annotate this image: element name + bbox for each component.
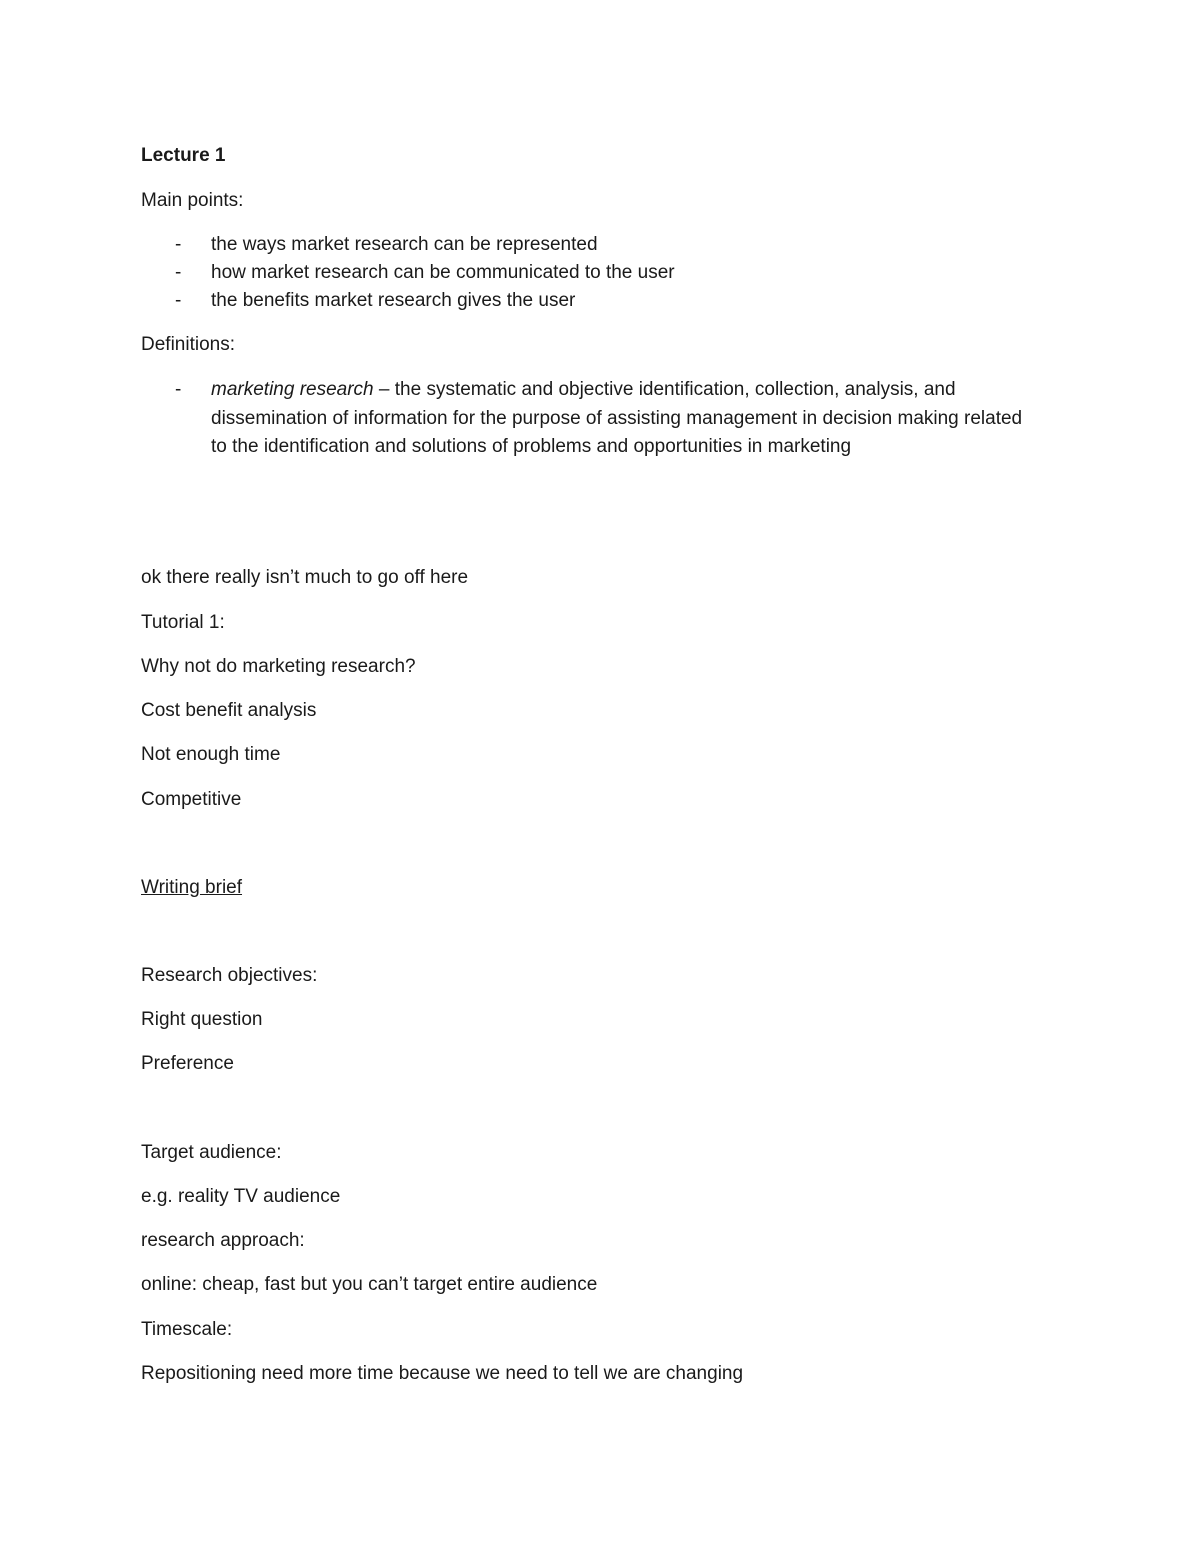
bullet-marker: -: [175, 234, 182, 255]
definitions-label: Definitions:: [141, 334, 235, 355]
list-item-text: the benefits market research gives the user: [211, 290, 576, 311]
audience-label: Target audience:: [141, 1142, 282, 1163]
timescale-detail: Repositioning need more time because we need to tell we are changing: [141, 1363, 744, 1384]
objectives-label: Research objectives:: [141, 965, 318, 986]
bullet-marker: -: [175, 262, 182, 283]
tutorial-title: Tutorial 1:: [141, 612, 225, 633]
definition-body: [211, 376, 1031, 462]
remark-text: ok there really isn’t much to go off here: [141, 567, 469, 588]
audience-example: e.g. reality TV audience: [141, 1186, 341, 1207]
reason-time: Not enough time: [141, 744, 281, 765]
list-item-text: the ways market research can be represented: [211, 234, 598, 255]
reason-cost-benefit: Cost benefit analysis: [141, 700, 317, 721]
approach-label: research approach:: [141, 1230, 305, 1251]
definition-text: the systematic and objective identification, collection, analysis, and dissemination of information for the purpose of assisting management in decision making related to the identification and solutions of problems and opportunities in marketing: [211, 379, 1023, 457]
list-item-text: how market research can be communicated to the user: [211, 262, 675, 283]
bullet-marker: -: [175, 290, 182, 311]
definition-term: marketing research: [211, 379, 374, 400]
objective-preference: Preference: [141, 1053, 234, 1074]
approach-detail: online: cheap, fast but you can’t target entire audience: [141, 1274, 598, 1295]
lecture-title: Lecture 1: [141, 145, 226, 166]
objective-right-question: Right question: [141, 1009, 263, 1030]
reason-competitive: Competitive: [141, 789, 242, 810]
main-points-label: Main points:: [141, 190, 244, 211]
timescale-label: Timescale:: [141, 1319, 233, 1340]
tutorial-question: Why not do marketing research?: [141, 656, 416, 677]
writing-brief-heading: Writing brief: [141, 877, 243, 898]
definition-separator: –: [373, 379, 395, 400]
bullet-marker: -: [175, 379, 182, 400]
